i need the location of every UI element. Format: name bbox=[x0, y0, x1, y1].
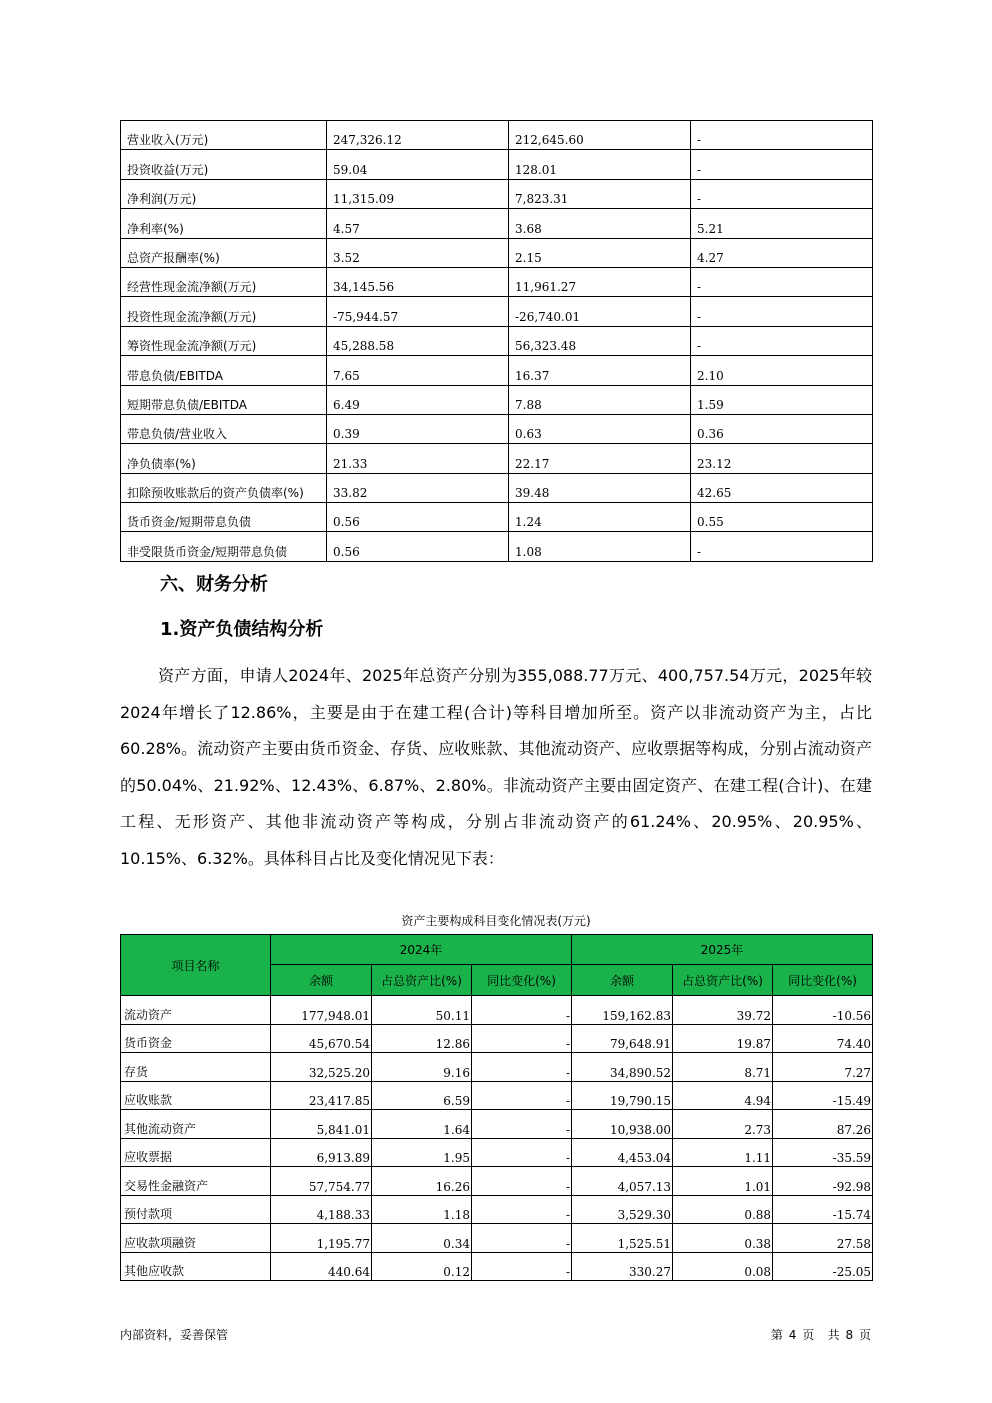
metric-value: -26,740.01 bbox=[509, 297, 691, 326]
asset-cell-value: 4,057.13 bbox=[572, 1167, 673, 1196]
metric-value: 247,326.12 bbox=[327, 121, 509, 150]
table-row bbox=[121, 385, 873, 414]
metric-value: 33.82 bbox=[327, 473, 509, 502]
metric-value: - bbox=[691, 267, 873, 296]
asset-cell-value: 0.08 bbox=[673, 1252, 773, 1281]
metric-value: -75,944.57 bbox=[327, 297, 509, 326]
metric-value: 34,145.56 bbox=[327, 267, 509, 296]
page-prefix: 第 bbox=[770, 1328, 783, 1342]
asset-cell-value: 16.26 bbox=[372, 1167, 472, 1196]
table-row bbox=[121, 1024, 873, 1053]
section-title: 六、财务分析 bbox=[160, 574, 268, 595]
asset-cell-value: - bbox=[472, 1110, 572, 1139]
table-row bbox=[121, 414, 873, 443]
asset-cell-value: - bbox=[472, 996, 572, 1025]
asset-cell-value: 19,790.15 bbox=[572, 1081, 673, 1110]
asset-table-body bbox=[121, 996, 873, 1281]
ratio-2025-header: 占总资产比(%) bbox=[673, 965, 773, 996]
metric-value: 0.55 bbox=[691, 503, 873, 532]
asset-cell-value: 6,913.89 bbox=[271, 1138, 372, 1167]
yoy-2025-header: 同比变化(%) bbox=[773, 965, 873, 996]
metric-value: 0.56 bbox=[327, 532, 509, 561]
asset-item-name: 应收账款 bbox=[121, 1081, 271, 1110]
table-row bbox=[121, 503, 873, 532]
metric-value: 3.52 bbox=[327, 238, 509, 267]
asset-composition-table bbox=[120, 934, 873, 1281]
total-unit: 页 bbox=[858, 1328, 871, 1342]
metric-label: 带息负债/营业收入 bbox=[121, 414, 327, 443]
asset-cell-value: - bbox=[472, 1252, 572, 1281]
year-2025-header: 2025年 bbox=[572, 935, 873, 965]
asset-cell-value: 0.12 bbox=[372, 1252, 472, 1281]
asset-cell-value: 3,529.30 bbox=[572, 1195, 673, 1224]
metric-value: 23.12 bbox=[691, 444, 873, 473]
metric-value: - bbox=[691, 297, 873, 326]
asset-item-name: 预付款项 bbox=[121, 1195, 271, 1224]
asset-item-name: 货币资金 bbox=[121, 1024, 271, 1053]
metric-value: - bbox=[691, 150, 873, 179]
page-unit: 页 bbox=[802, 1328, 815, 1342]
table-row bbox=[121, 1138, 873, 1167]
asset-cell-value: -25.05 bbox=[773, 1252, 873, 1281]
metric-value: - bbox=[691, 532, 873, 561]
asset-cell-value: - bbox=[472, 1167, 572, 1196]
table-row bbox=[121, 532, 873, 561]
metric-label: 投资性现金流净额(万元) bbox=[121, 297, 327, 326]
asset-cell-value: 12.86 bbox=[372, 1024, 472, 1053]
current-page-number: 4 bbox=[788, 1328, 797, 1342]
table-row bbox=[121, 473, 873, 502]
metric-value: 22.17 bbox=[509, 444, 691, 473]
asset-cell-value: - bbox=[472, 1195, 572, 1224]
metric-value: - bbox=[691, 326, 873, 355]
asset-cell-value: 5,841.01 bbox=[271, 1110, 372, 1139]
metric-value: 16.37 bbox=[509, 356, 691, 385]
asset-table-header bbox=[121, 935, 873, 996]
metric-value: 11,961.27 bbox=[509, 267, 691, 296]
asset-cell-value: 440.64 bbox=[271, 1252, 372, 1281]
metric-value: 21.33 bbox=[327, 444, 509, 473]
metric-value: 5.21 bbox=[691, 209, 873, 238]
metric-label: 筹资性现金流净额(万元) bbox=[121, 326, 327, 355]
asset-item-name: 存货 bbox=[121, 1053, 271, 1082]
metric-value: 2.15 bbox=[509, 238, 691, 267]
asset-cell-value: 23,417.85 bbox=[271, 1081, 372, 1110]
table-row bbox=[121, 1110, 873, 1139]
asset-cell-value: -15.49 bbox=[773, 1081, 873, 1110]
balance-2024-header: 余额 bbox=[271, 965, 372, 996]
metric-label: 净利率(%) bbox=[121, 209, 327, 238]
table-row bbox=[121, 179, 873, 208]
table-row bbox=[121, 326, 873, 355]
metric-value: 7,823.31 bbox=[509, 179, 691, 208]
metric-value: 128.01 bbox=[509, 150, 691, 179]
asset-cell-value: - bbox=[472, 1081, 572, 1110]
asset-cell-value: 74.40 bbox=[773, 1024, 873, 1053]
metric-label: 短期带息负债/EBITDA bbox=[121, 385, 327, 414]
metric-value: 11,315.09 bbox=[327, 179, 509, 208]
confidential-note: 内部资料，妥善保管 bbox=[120, 1328, 229, 1342]
asset-cell-value: 39.72 bbox=[673, 996, 773, 1025]
asset-cell-value: 6.59 bbox=[372, 1081, 472, 1110]
metric-value: - bbox=[691, 121, 873, 150]
asset-table-caption: 资产主要构成科目变化情况表(万元) bbox=[401, 914, 591, 928]
table-row bbox=[121, 1053, 873, 1082]
metric-value: 1.08 bbox=[509, 532, 691, 561]
metric-label: 货币资金/短期带息负债 bbox=[121, 503, 327, 532]
asset-cell-value: 1.95 bbox=[372, 1138, 472, 1167]
asset-cell-value: 4.94 bbox=[673, 1081, 773, 1110]
table-row bbox=[121, 150, 873, 179]
asset-cell-value: 1.01 bbox=[673, 1167, 773, 1196]
table-row bbox=[121, 297, 873, 326]
asset-cell-value: 8.71 bbox=[673, 1053, 773, 1082]
metric-label: 扣除预收账款后的资产负债率(%) bbox=[121, 473, 327, 502]
metric-value: 212,645.60 bbox=[509, 121, 691, 150]
metric-value: 7.88 bbox=[509, 385, 691, 414]
metric-value: 0.39 bbox=[327, 414, 509, 443]
asset-cell-value: 1,525.51 bbox=[572, 1224, 673, 1253]
metric-value: 4.57 bbox=[327, 209, 509, 238]
asset-cell-value: 4,188.33 bbox=[271, 1195, 372, 1224]
metric-value: 6.49 bbox=[327, 385, 509, 414]
metric-label: 净负债率(%) bbox=[121, 444, 327, 473]
metric-value: 56,323.48 bbox=[509, 326, 691, 355]
table-row bbox=[121, 121, 873, 150]
total-page-number: 8 bbox=[845, 1328, 854, 1342]
asset-cell-value: - bbox=[472, 1224, 572, 1253]
asset-cell-value: 50.11 bbox=[372, 996, 472, 1025]
asset-cell-value: 1.11 bbox=[673, 1138, 773, 1167]
asset-cell-value: -10.56 bbox=[773, 996, 873, 1025]
table-row bbox=[121, 996, 873, 1025]
asset-item-name: 其他应收款 bbox=[121, 1252, 271, 1281]
page-indicator bbox=[770, 1326, 872, 1343]
asset-cell-value: -35.59 bbox=[773, 1138, 873, 1167]
asset-item-name: 应收票据 bbox=[121, 1138, 271, 1167]
table-row bbox=[121, 1195, 873, 1224]
metric-value: 1.24 bbox=[509, 503, 691, 532]
asset-cell-value: 1,195.77 bbox=[271, 1224, 372, 1253]
metric-label: 非受限货币资金/短期带息负债 bbox=[121, 532, 327, 561]
table-row bbox=[121, 1167, 873, 1196]
metric-label: 投资收益(万元) bbox=[121, 150, 327, 179]
metric-value: 1.59 bbox=[691, 385, 873, 414]
asset-cell-value: 32,525.20 bbox=[271, 1053, 372, 1082]
metric-label: 经营性现金流净额(万元) bbox=[121, 267, 327, 296]
metric-value: 4.27 bbox=[691, 238, 873, 267]
metric-label: 带息负债/EBITDA bbox=[121, 356, 327, 385]
asset-cell-value: - bbox=[472, 1138, 572, 1167]
asset-cell-value: -15.74 bbox=[773, 1195, 873, 1224]
metric-value: 2.10 bbox=[691, 356, 873, 385]
table-row bbox=[121, 1224, 873, 1253]
metric-label: 净利润(万元) bbox=[121, 179, 327, 208]
asset-item-name: 交易性金融资产 bbox=[121, 1167, 271, 1196]
asset-cell-value: -92.98 bbox=[773, 1167, 873, 1196]
metric-value: 42.65 bbox=[691, 473, 873, 502]
asset-cell-value: 7.27 bbox=[773, 1053, 873, 1082]
financial-metrics-body bbox=[121, 121, 873, 562]
asset-cell-value: 1.18 bbox=[372, 1195, 472, 1224]
asset-cell-value: 0.38 bbox=[673, 1224, 773, 1253]
asset-cell-value: 27.58 bbox=[773, 1224, 873, 1253]
asset-item-name: 应收款项融资 bbox=[121, 1224, 271, 1253]
metric-label: 营业收入(万元) bbox=[121, 121, 327, 150]
table-row bbox=[121, 444, 873, 473]
metric-value: 59.04 bbox=[327, 150, 509, 179]
asset-cell-value: 0.88 bbox=[673, 1195, 773, 1224]
metric-value: 7.65 bbox=[327, 356, 509, 385]
asset-cell-value: 1.64 bbox=[372, 1110, 472, 1139]
metric-value: 0.56 bbox=[327, 503, 509, 532]
asset-cell-value: 9.16 bbox=[372, 1053, 472, 1082]
metric-value: 45,288.58 bbox=[327, 326, 509, 355]
table-row bbox=[121, 238, 873, 267]
asset-cell-value: 87.26 bbox=[773, 1110, 873, 1139]
asset-cell-value: 159,162.83 bbox=[572, 996, 673, 1025]
asset-cell-value: 79,648.91 bbox=[572, 1024, 673, 1053]
financial-metrics-table bbox=[120, 120, 873, 562]
total-prefix: 共 bbox=[827, 1328, 840, 1342]
asset-cell-value: - bbox=[472, 1024, 572, 1053]
metric-value: 0.36 bbox=[691, 414, 873, 443]
subsection-title: 1.资产负债结构分析 bbox=[160, 619, 324, 640]
ratio-2024-header: 占总资产比(%) bbox=[372, 965, 472, 996]
asset-cell-value: 177,948.01 bbox=[271, 996, 372, 1025]
asset-cell-value: 19.87 bbox=[673, 1024, 773, 1053]
metric-label: 总资产报酬率(%) bbox=[121, 238, 327, 267]
asset-cell-value: 0.34 bbox=[372, 1224, 472, 1253]
asset-item-name: 其他流动资产 bbox=[121, 1110, 271, 1139]
asset-cell-value: 330.27 bbox=[572, 1252, 673, 1281]
table-row bbox=[121, 267, 873, 296]
asset-cell-value: 34,890.52 bbox=[572, 1053, 673, 1082]
table-row bbox=[121, 356, 873, 385]
metric-value: 3.68 bbox=[509, 209, 691, 238]
metric-value: - bbox=[691, 179, 873, 208]
year-2024-header: 2024年 bbox=[271, 935, 572, 965]
metric-value: 39.48 bbox=[509, 473, 691, 502]
asset-cell-value: - bbox=[472, 1053, 572, 1082]
balance-2025-header: 余额 bbox=[572, 965, 673, 996]
item-name-header: 项目名称 bbox=[121, 935, 271, 996]
asset-item-name: 流动资产 bbox=[121, 996, 271, 1025]
table-row bbox=[121, 209, 873, 238]
asset-cell-value: 2.73 bbox=[673, 1110, 773, 1139]
yoy-2024-header: 同比变化(%) bbox=[472, 965, 572, 996]
table-row bbox=[121, 1252, 873, 1281]
asset-cell-value: 45,670.54 bbox=[271, 1024, 372, 1053]
asset-cell-value: 57,754.77 bbox=[271, 1167, 372, 1196]
asset-cell-value: 4,453.04 bbox=[572, 1138, 673, 1167]
metric-value: 0.63 bbox=[509, 414, 691, 443]
asset-cell-value: 10,938.00 bbox=[572, 1110, 673, 1139]
analysis-paragraph: 资产方面，申请人2024年、2025年总资产分别为355,088.77万元、400,757.54万元，2025年较2024年增长了12.86%，主要是由于在建工程(合计)等科目增加所至。资产以非流动资产为主，占比60.28%。流动资产主要由货币资金、存货、应收账款、其他流动资产、应收票据等构成，分别占流动资产的50.04%、21.92%、12.43%、6.87%、2.80%。非流动资产主要由固定资产、在建工程(合计)、在建工程、无形资产、其他非流动资产等构成，分别占非流动资产的61.24%、20.95%、20.95%、10.15%、6.32%。具体科目占比及变化情况见下表： bbox=[120, 666, 872, 868]
table-row bbox=[121, 1081, 873, 1110]
